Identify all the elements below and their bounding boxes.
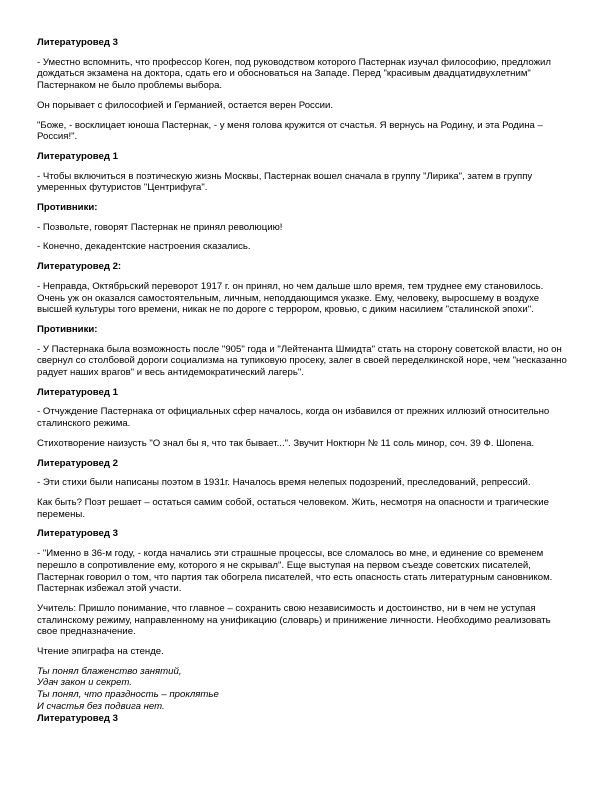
paragraph: - "Именно в 36-м году, - когда начались эти страшные процессы, все сломалось во мне, и единение со временем перешло в сопротивление ему, которого я не скрывал". Еще выступая на первом съезде советских писателей, Пастернак говорил о том, что партия так обогрела писателей, что есть опасность стать литературным сановником. Пастернак избежал этой участи. [37, 548, 553, 595]
speaker-heading: Противники: [37, 202, 98, 214]
paragraph: - Неправда, Октябрьский переворот 1917 г. он принял, но чем дальше шло время, тем труднее ему становилось. Очень уж он оказался самостоятельным, личным, неподдающимся указке. Ему, человеку, выросшему в воздухе высшей культуры того времени, никак не по дороге с террором, кровью, с диким насилием "сталинской эпохи". [37, 280, 544, 316]
paragraph: - Конечно, декадентские настроения сказались. [37, 241, 251, 253]
poem-line: Ты понял, что праздность – проклятье [37, 689, 219, 701]
speaker-heading: Литературовед 3 [37, 712, 118, 724]
paragraph: Учитель: Пришло понимание, что главное – сохранить свою независимость и достоинство, ни в чем не уступая сталинскому режиму, направленному на унификацию (словарь) и принижение личности. Необходимо реализовать свое предназначение. [37, 602, 551, 638]
paragraph: - Чтобы включиться в поэтическую жизнь Москвы, Пастернак вошел сначала в группу "Лирика", затем в группу умеренных футуристов "Центрифуга". [37, 170, 533, 194]
paragraph: - Позвольте, говорят Пастернак не принял революцию! [37, 221, 283, 233]
paragraph: "Боже, - восклицает юноша Пастернак, - у меня голова кружится от счастья. Я вернусь на Родину, и эта Родина – Россия!". [37, 119, 543, 143]
speaker-heading: Литературовед 2: [37, 261, 122, 273]
speaker-heading: Литературовед 1 [37, 150, 118, 162]
paragraph: Он порывает с философией и Германией, остается верен России. [37, 99, 334, 111]
paragraph: - Уместно вспомнить, что профессор Коген, под руководством которого Пастернак изучал философию, предложил дождаться экзамена на доктора, сдать его и обосноваться на Западе. Перед "красивым двадцатидвухлетним" Пастернаком не было проблемы выбора. [37, 56, 551, 92]
poem-line: Удач закон и секрет. [37, 677, 132, 689]
paragraph: Стихотворение наизусть "О знал бы я, что так бывает...". Звучит Ноктюрн № 11 соль минор, соч. 39 Ф. Шопена. [37, 437, 535, 449]
epigraph-poem [37, 666, 572, 713]
paragraph: - Отчуждение Пастернака от официальных сфер началось, когда он избавился от прежних иллюзий относительно сталинского режима. [37, 406, 550, 430]
poem-line: И счастья без подвига нет. [37, 700, 165, 712]
paragraph: Как быть? Поэт решает – остаться самим собой, остаться человеком. Жить, несмотря на опасности и трагические перемены. [37, 496, 549, 520]
paragraph: - Эти стихи были написаны поэтом в 1931г. Началось время нелепых подозрений, преследований, репрессий. [37, 477, 531, 489]
speaker-heading: Литературовед 3 [37, 37, 118, 48]
speaker-heading: Литературовед 1 [37, 386, 118, 398]
speaker-heading: Противники: [37, 323, 98, 335]
paragraph: - У Пастернака была возможность после "905" года и "Лейтенанта Шмидта" стать на сторону советской власти, но он свернул со столбовой дороги социализма на тупиковую просеку, залег в своей переделкинской норе, чем "несказанно радует наших врагов" и весь антидемократический лагерь". [37, 343, 567, 379]
speaker-heading: Литературовед 3 [37, 528, 118, 540]
poem-line: Ты понял блаженство занятий, [37, 665, 182, 677]
speaker-heading: Литературовед 2 [37, 457, 118, 469]
paragraph: Чтение эпиграфа на стенде. [37, 646, 164, 658]
